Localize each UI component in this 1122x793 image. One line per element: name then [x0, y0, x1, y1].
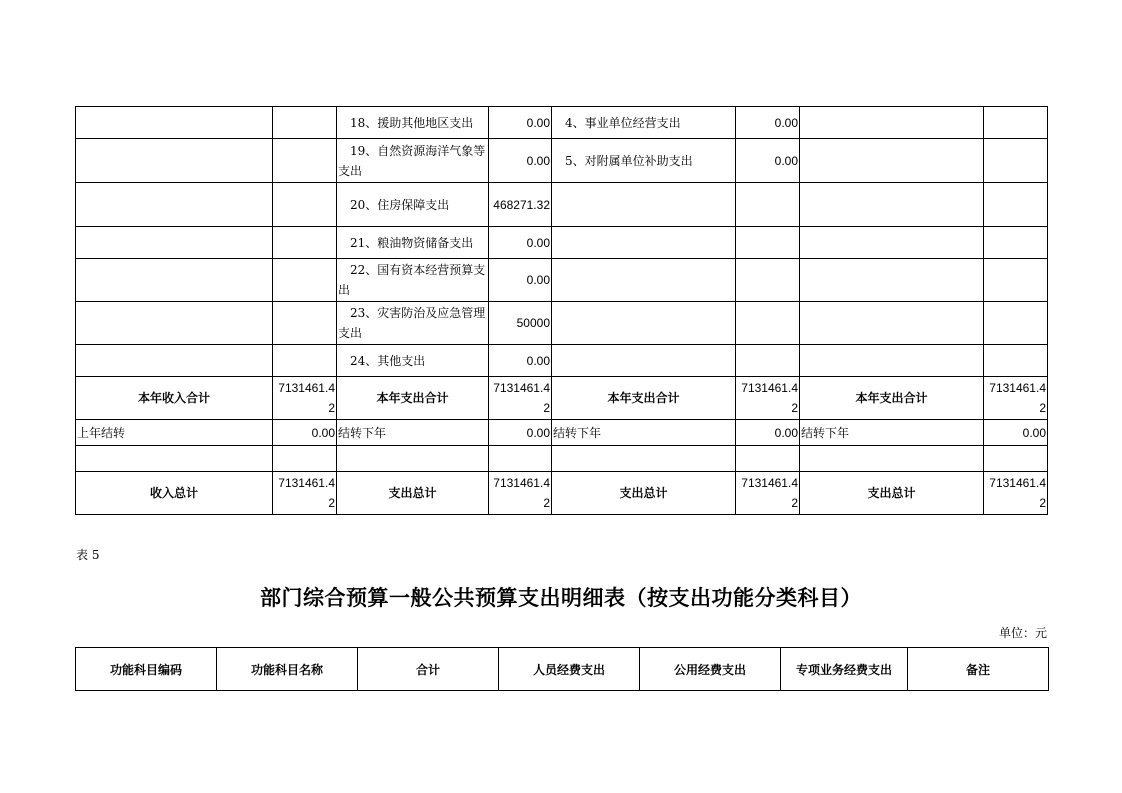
expense-item-label: 18、援助其他地区支出	[337, 107, 489, 139]
expense-grand-total-value: 7131461.42	[489, 472, 552, 515]
empty-cell	[984, 227, 1048, 259]
empty-cell	[489, 446, 552, 472]
next-year-carry-label: 结转下年	[552, 420, 736, 446]
empty-cell	[552, 446, 736, 472]
empty-cell	[76, 345, 273, 377]
header-special-project-expense: 专项业务经费支出	[781, 648, 908, 691]
empty-cell	[273, 139, 337, 183]
expense-item-label: 24、其他支出	[337, 345, 489, 377]
empty-cell	[984, 107, 1048, 139]
next-year-carry-value: 0.00	[489, 420, 552, 446]
empty-cell	[273, 227, 337, 259]
empty-cell	[273, 345, 337, 377]
table-number-label: 表 5	[76, 548, 100, 562]
empty-cell	[736, 227, 800, 259]
empty-cell	[736, 302, 800, 345]
empty-cell	[76, 107, 273, 139]
expense-grand-total-value: 7131461.42	[736, 472, 800, 515]
header-function-code: 功能科目编码	[76, 648, 217, 691]
table-row	[76, 446, 1048, 472]
expense-item-value: 0.00	[489, 107, 552, 139]
empty-cell	[552, 302, 736, 345]
empty-cell	[736, 183, 800, 227]
year-income-total-value: 7131461.42	[273, 377, 337, 420]
next-year-carry-label: 结转下年	[337, 420, 489, 446]
expense-grand-total-label: 支出总计	[800, 472, 984, 515]
empty-cell	[76, 183, 273, 227]
expense-detail-table	[75, 647, 1049, 691]
expense-item-label: 19、自然资源海洋气象等支出	[337, 139, 489, 183]
year-expense-total-value: 7131461.42	[736, 377, 800, 420]
empty-cell	[984, 139, 1048, 183]
expense-item-label: 22、国有资本经营预算支出	[337, 259, 489, 302]
expense-item-value: 0.00	[489, 227, 552, 259]
income-grand-total-value: 7131461.42	[273, 472, 337, 515]
empty-cell	[984, 446, 1048, 472]
table-row	[76, 227, 1048, 259]
year-expense-total-label: 本年支出合计	[552, 377, 736, 420]
header-remarks: 备注	[908, 648, 1049, 691]
expense-item-value: 50000	[489, 302, 552, 345]
empty-cell	[800, 107, 984, 139]
empty-cell	[800, 183, 984, 227]
empty-cell	[337, 446, 489, 472]
budget-summary-table	[75, 106, 1048, 515]
prev-year-carry-label: 上年结转	[76, 420, 273, 446]
empty-cell	[76, 227, 273, 259]
expense-grand-total-label: 支出总计	[552, 472, 736, 515]
header-personnel-expense: 人员经费支出	[499, 648, 640, 691]
empty-cell	[552, 259, 736, 302]
empty-cell	[984, 345, 1048, 377]
expense-item-label: 21、粮油物资储备支出	[337, 227, 489, 259]
header-function-name: 功能科目名称	[217, 648, 358, 691]
expense-item-value: 0.00	[736, 107, 800, 139]
empty-cell	[800, 259, 984, 302]
table-row	[76, 139, 1048, 183]
year-total-row	[76, 377, 1048, 420]
expense-item-value: 0.00	[489, 139, 552, 183]
table-row	[76, 183, 1048, 227]
empty-cell	[984, 302, 1048, 345]
expense-item-value: 0.00	[489, 345, 552, 377]
empty-cell	[800, 446, 984, 472]
expense-item-label: 23、灾害防治及应急管理支出	[337, 302, 489, 345]
header-public-expense: 公用经费支出	[640, 648, 781, 691]
empty-cell	[800, 345, 984, 377]
empty-cell	[273, 446, 337, 472]
table-header-row	[76, 648, 1049, 691]
table-row	[76, 302, 1048, 345]
expense-item-value: 0.00	[489, 259, 552, 302]
empty-cell	[76, 302, 273, 345]
year-expense-total-value: 7131461.42	[984, 377, 1048, 420]
grand-total-row	[76, 472, 1048, 515]
empty-cell	[800, 227, 984, 259]
expense-item-value: 0.00	[736, 139, 800, 183]
expense-grand-total-value: 7131461.42	[984, 472, 1048, 515]
income-grand-total-label: 收入总计	[76, 472, 273, 515]
empty-cell	[76, 139, 273, 183]
next-year-carry-label: 结转下年	[800, 420, 984, 446]
unit-label: 单位：元	[998, 626, 1047, 640]
table-row	[76, 259, 1048, 302]
table-row	[76, 345, 1048, 377]
year-expense-total-value: 7131461.42	[489, 377, 552, 420]
carry-row	[76, 420, 1048, 446]
expense-grand-total-label: 支出总计	[337, 472, 489, 515]
empty-cell	[800, 139, 984, 183]
empty-cell	[273, 107, 337, 139]
next-year-carry-value: 0.00	[736, 420, 800, 446]
empty-cell	[736, 446, 800, 472]
next-year-carry-value: 0.00	[984, 420, 1048, 446]
empty-cell	[984, 183, 1048, 227]
expense-item-value: 468271.32	[489, 183, 552, 227]
empty-cell	[273, 183, 337, 227]
empty-cell	[736, 345, 800, 377]
prev-year-carry-value: 0.00	[273, 420, 337, 446]
year-income-total-label: 本年收入合计	[76, 377, 273, 420]
page-title: 部门综合预算一般公共预算支出明细表（按支出功能分类科目）	[260, 586, 862, 610]
header-total: 合计	[358, 648, 499, 691]
empty-cell	[552, 345, 736, 377]
empty-cell	[552, 183, 736, 227]
empty-cell	[273, 259, 337, 302]
empty-cell	[273, 302, 337, 345]
expense-item-label: 5、对附属单位补助支出	[552, 139, 736, 183]
empty-cell	[76, 446, 273, 472]
expense-item-label: 4、事业单位经营支出	[552, 107, 736, 139]
table-row	[76, 107, 1048, 139]
year-expense-total-label: 本年支出合计	[337, 377, 489, 420]
empty-cell	[984, 259, 1048, 302]
expense-item-label: 20、住房保障支出	[337, 183, 489, 227]
year-expense-total-label: 本年支出合计	[800, 377, 984, 420]
empty-cell	[552, 227, 736, 259]
empty-cell	[736, 259, 800, 302]
empty-cell	[76, 259, 273, 302]
empty-cell	[800, 302, 984, 345]
